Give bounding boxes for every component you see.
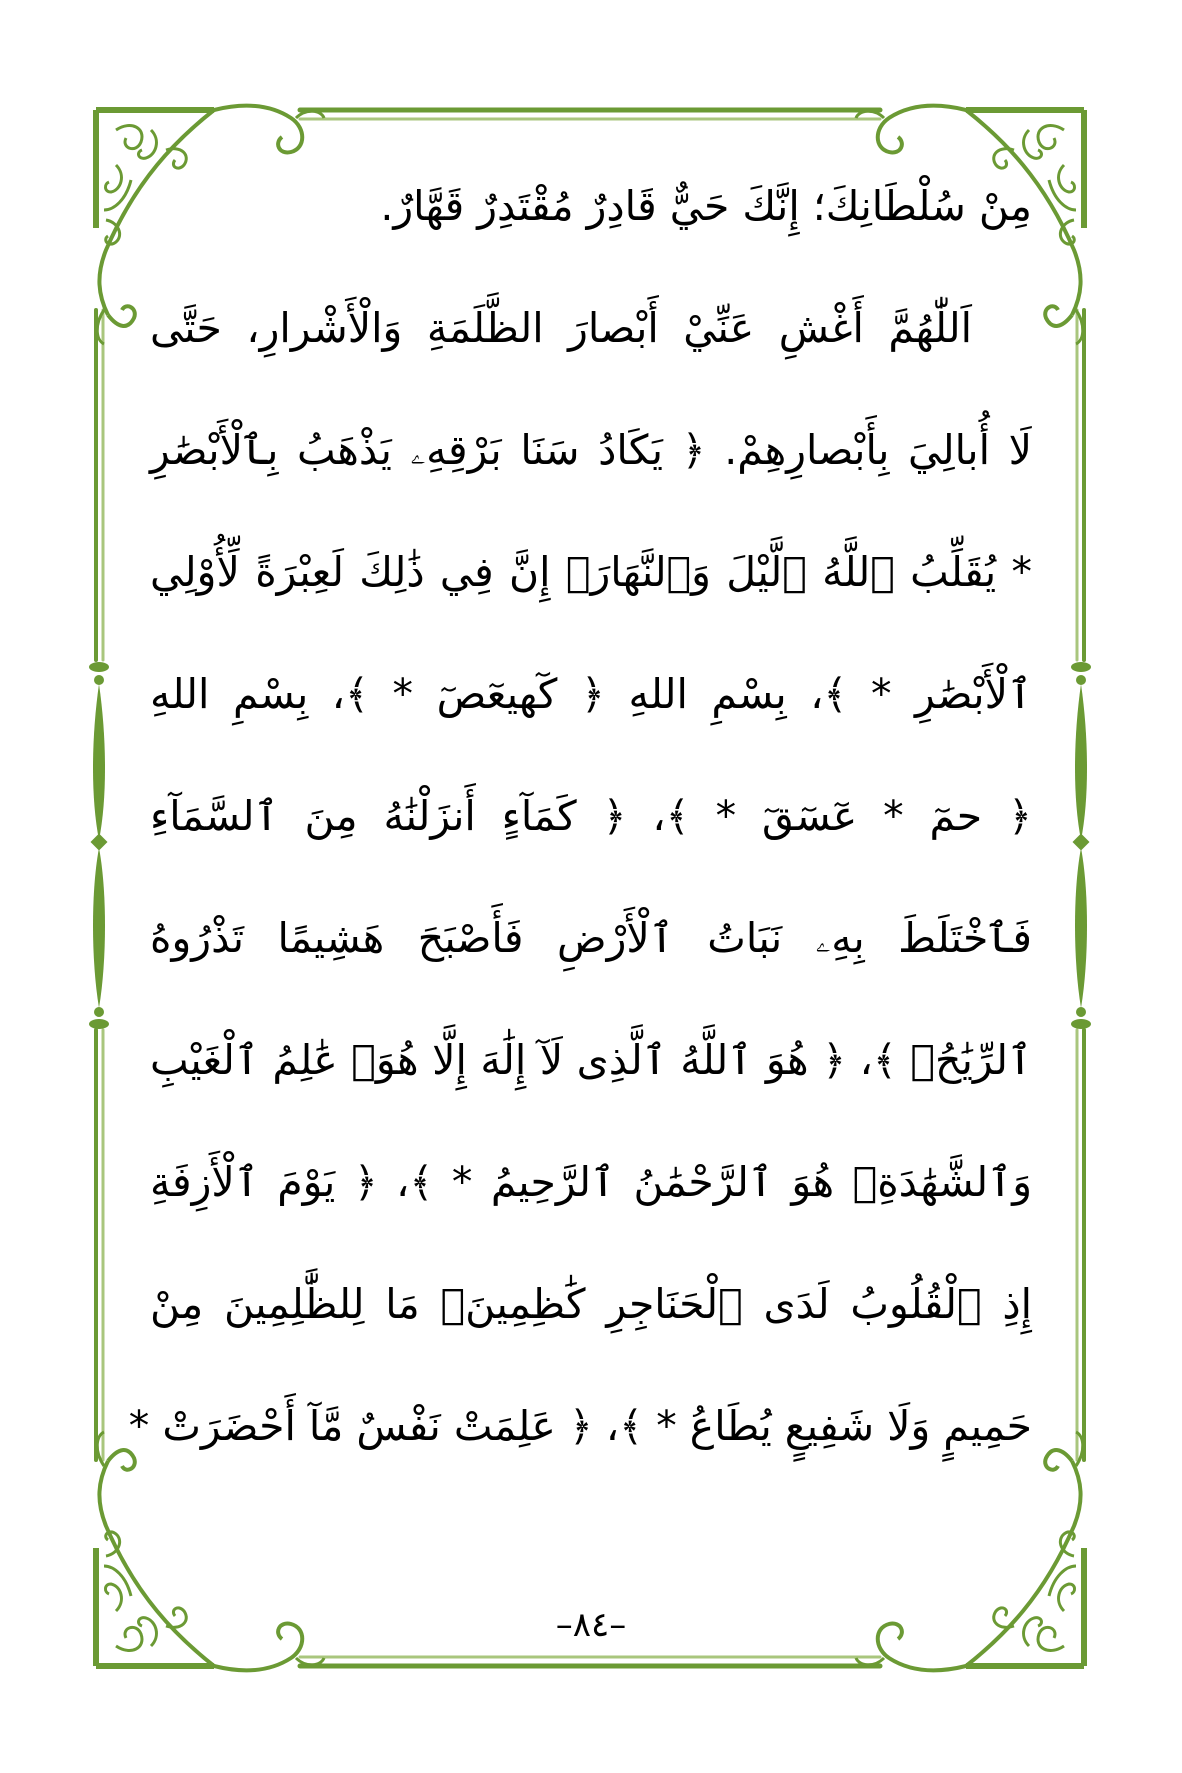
text-line-10: إِذِ ٱلْقُلُوبُ لَدَى ٱلْحَنَاجِرِ كَٰظِمِينَۚ مَا لِلظَّٰلِمِينَ مِنْ xyxy=(150,1280,1032,1328)
text-line-5: ٱلْأَبْصَٰرِ * ﴾، بِسْمِ اللهِ ﴿ كٓهيعٓصٓ * ﴾، بِسْمِ اللهِ xyxy=(150,670,1032,718)
top-border xyxy=(300,110,880,119)
bottom-border xyxy=(300,1657,880,1666)
text-line-8: ٱلرِّيَٰحُۗ ﴾، ﴿ هُوَ ٱللَّهُ ٱلَّذِى لَآ إِلَٰهَ إِلَّا هُوَۖ عَٰلِمُ ٱلْغَيْبِ xyxy=(150,1036,1032,1084)
text-line-7: فَٱخْتَلَطَ بِهِۦ نَبَاتُ ٱلْأَرْضِ فَأَصْبَحَ هَشِيمًا تَذْرُوهُ xyxy=(150,914,1032,962)
page-number: –٨٤– xyxy=(555,1605,627,1645)
text-line-11: حَمِيمٍ وَلَا شَفِيعٍ يُطَاعُ * ﴾، ﴿ عَلِمَتْ نَفْسٌ مَّآ أَحْضَرَتْ * xyxy=(128,1402,1032,1450)
text-line-3: لَا أُبالِيَ بِأَبْصارِهِمْ. ﴿ يَكَادُ سَنَا بَرْقِهِۦ يَذْهَبُ بِٱلْأَبْصَٰرِ xyxy=(150,426,1032,474)
text-line-9: وَٱلشَّهَٰدَةِۖ هُوَ ٱلرَّحْمَٰنُ ٱلرَّحِيمُ * ﴾، ﴿ يَوْمَ ٱلْأَزِفَةِ xyxy=(150,1158,1032,1206)
text-line-2: اَللّٰهُمَّ أَغْشِ عَنِّيْ أَبْصارَ الظَّلَمَةِ وَالْأَشْرارِ، حَتَّى xyxy=(150,304,972,352)
text-line-4: * يُقَلِّبُ ٱللَّهُ ٱلَّيْلَ وَٱلنَّهَارَۚ إِنَّ فِي ذَٰلِكَ لَعِبْرَةً لِّأُوْلِي xyxy=(150,548,1032,596)
body-text xyxy=(128,150,1032,1492)
text-line-1: مِنْ سُلْطَانِكَ؛ إِنَّكَ حَيٌّ قَادِرٌ مُقْتَدِرٌ قَهَّارٌ. xyxy=(380,182,1032,230)
text-line-6: ﴿ حمٓ * عٓسٓقٓ * ﴾، ﴿ كَمَآءٍ أَنزَلْنَٰهُ مِنَ ٱلسَّمَآءِ xyxy=(150,792,1032,840)
